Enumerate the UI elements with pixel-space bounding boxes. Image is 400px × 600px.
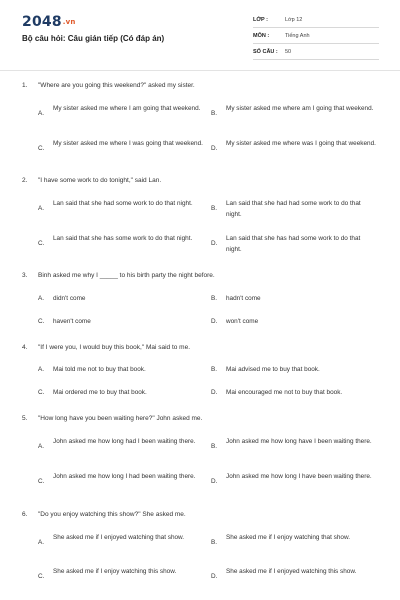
option-letter: C. <box>38 389 45 396</box>
option-text: She asked me if I enjoy watching this show. <box>53 568 177 575</box>
meta-class-key: LỚP : <box>253 17 268 23</box>
logo-suffix: .vn <box>62 18 76 26</box>
meta-subject-value: Tiếng Anh <box>285 33 310 39</box>
option-text: Lan said that she had some work to do that night. <box>53 200 193 207</box>
option-letter: D. <box>211 240 218 247</box>
meta-count-value: 50 <box>285 49 292 55</box>
option-letter: C. <box>38 478 45 485</box>
option-text: Mai advised me to buy that book. <box>226 366 320 373</box>
option-letter: B. <box>211 539 218 546</box>
option-text: hadn't come <box>226 295 261 302</box>
option-letter: B. <box>211 110 218 117</box>
option-letter: D. <box>211 318 218 325</box>
meta-count-key: SỐ CÂU : <box>253 49 278 55</box>
option-text: John asked me how long had I been waiting there. <box>53 438 196 445</box>
question-text: "Do you enjoy watching this show?" She asked me. <box>38 511 186 518</box>
option-letter: D. <box>211 145 218 152</box>
option-text: My sister asked me where am I going that weekend. <box>226 105 374 112</box>
option-text: didn't come <box>53 295 86 302</box>
meta-subject-key: MÔN : <box>253 33 270 39</box>
option-letter: A. <box>38 443 45 450</box>
question-text: Binh asked me why I _____ to his birth party the night before. <box>38 272 215 279</box>
option-letter: C. <box>38 318 45 325</box>
option-letter: A. <box>38 539 45 546</box>
option-letter: A. <box>38 366 45 373</box>
question-text: "How long have you been waiting here?" John asked me. <box>38 415 203 422</box>
option-text: My sister asked me where I am going that weekend. <box>53 105 201 112</box>
question-number: 1. <box>22 82 28 89</box>
question-text: "Where are you going this weekend?" asked my sister. <box>38 82 195 89</box>
option-text: Lan said that she has some work to do that night. <box>53 235 193 242</box>
meta-class-value: Lớp 12 <box>285 17 303 23</box>
question-number: 6. <box>22 511 28 518</box>
option-text: My sister asked me where I was going that weekend. <box>53 140 203 147</box>
meta-class <box>253 12 379 28</box>
option-letter: D. <box>211 573 218 580</box>
option-text: Mai ordered me to buy that book. <box>53 389 147 396</box>
option-text: Mai encouraged me not to buy that book. <box>226 389 343 396</box>
meta-count <box>253 44 379 60</box>
document-title: Bộ câu hỏi: Câu gián tiếp (Có đáp án) <box>22 34 165 43</box>
question-number: 3. <box>22 272 28 279</box>
option-letter: A. <box>38 110 45 117</box>
option-text: She asked me if I enjoyed watching this show. <box>226 568 357 575</box>
option-letter: D. <box>211 389 218 396</box>
option-letter: C. <box>38 573 45 580</box>
option-text: Mai told me not to buy that book. <box>53 366 146 373</box>
option-text: John asked me how long have I been waiting there. <box>226 438 372 445</box>
option-text: Lan said that she had had some work to do that night. <box>226 200 361 218</box>
question-number: 2. <box>22 177 28 184</box>
option-text: Lan said that she has had some work to do that night. <box>226 235 361 253</box>
page-header <box>0 0 400 70</box>
header-divider <box>0 70 400 71</box>
question-text: "I have some work to do tonight," said Lan. <box>38 177 162 184</box>
option-text: won't come <box>226 318 259 325</box>
option-text: She asked me if I enjoy watching that show. <box>226 534 350 541</box>
question-text: "If I were you, I would buy this book," Mai said to me. <box>38 344 191 351</box>
option-text: John asked me how long I had been waiting there. <box>53 473 196 480</box>
logo-text: 2048 <box>22 14 62 30</box>
option-text: She asked me if I enjoyed watching that show. <box>53 534 185 541</box>
option-letter: D. <box>211 478 218 485</box>
question-number: 4. <box>22 344 28 351</box>
meta-subject <box>253 28 379 44</box>
option-letter: B. <box>211 205 218 212</box>
option-letter: C. <box>38 240 45 247</box>
site-logo[interactable] <box>22 14 76 30</box>
option-letter: B. <box>211 295 218 302</box>
option-letter: A. <box>38 205 45 212</box>
option-letter: C. <box>38 145 45 152</box>
option-text: My sister asked me where was I going that weekend. <box>226 140 376 147</box>
option-letter: A. <box>38 295 45 302</box>
question-number: 5. <box>22 415 28 422</box>
option-text: haven't come <box>53 318 91 325</box>
option-letter: B. <box>211 443 218 450</box>
option-text: John asked me how long I have been waiting there. <box>226 473 372 480</box>
option-letter: B. <box>211 366 218 373</box>
